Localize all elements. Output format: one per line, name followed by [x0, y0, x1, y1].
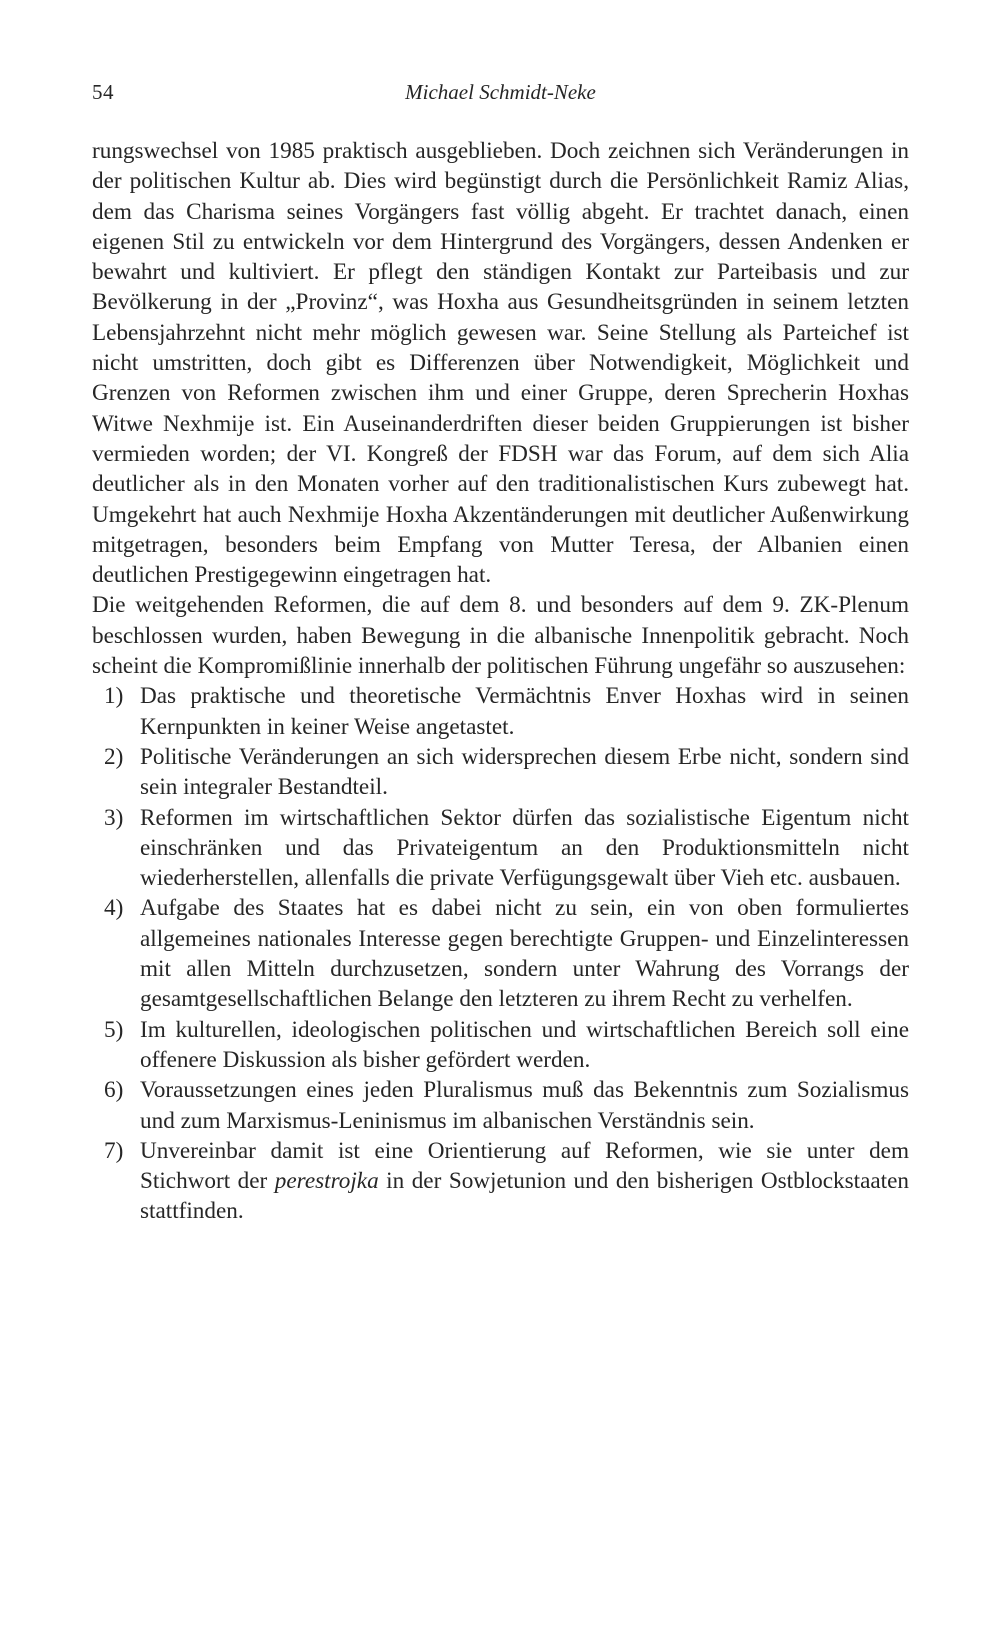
list-item-number: 7)	[104, 1137, 124, 1164]
list-item	[92, 1075, 909, 1136]
list-item-text: Das praktische und theoretische Vermächtnis Enver Hoxhas wird in seinen Kernpunkten in keiner Weise angetastet.	[140, 683, 909, 740]
body-text	[92, 136, 909, 1227]
list-item-text-start: Unvereinbar damit ist eine Orientierung auf Reformen, wie sie unter dem Stichwort der	[140, 1137, 909, 1195]
list-item-number: 2)	[104, 743, 124, 770]
list-item	[92, 893, 909, 1014]
list-item-text: Politische Veränderungen an sich widersprechen diesem Erbe nicht, sondern sind sein integraler Bestandteil.	[140, 743, 909, 801]
list-item-text: Im kulturellen, ideologischen politischen und wirtschaftlichen Bereich soll eine offenere Diskussion als bisher gefördert werden.	[140, 1016, 909, 1073]
list-item-number: 4)	[104, 895, 124, 922]
list-item-text: Aufgabe des Staates hat es dabei nicht zu sein, ein von oben formuliertes allgemeines nationales Interesse gegen berechtigte Gruppen- und Einzelinteressen mit allen Mitteln durchzusetzen, sondern unter Wahrung des Vorrangs der gesamtgesellschaftlichen Belange den letzteren zu ihrem Recht zu verhelfen.	[140, 895, 909, 1013]
page-number: 54	[92, 80, 114, 104]
list-item	[92, 742, 909, 803]
list-item	[92, 803, 909, 894]
list-item-text-end: in der Sowjetunion und den bisherigen Ostblockstaaten stattfinden.	[140, 1168, 909, 1225]
list-item	[92, 1136, 909, 1227]
list-item-number: 6)	[104, 1077, 124, 1104]
list-item-number: 3)	[104, 804, 124, 831]
numbered-list	[92, 681, 909, 1226]
list-item-italic-term: perestrojka	[274, 1168, 379, 1195]
list-item-number: 5)	[104, 1016, 124, 1043]
list-item-number: 1)	[104, 683, 124, 710]
running-head-author: Michael Schmidt-Neke	[405, 80, 596, 104]
paragraph: rungswechsel von 1985 praktisch ausgeblieben. Doch zeichnen sich Veränderungen in der politischen Kultur ab. Dies wird begünstigt durch die Persönlichkeit Ramiz Alias, dem das Charisma seines Vorgängers fast völlig abgeht. Er trachtet danach, einen eigenen Stil zu entwickeln vor dem Hintergrund des Vorgängers, dessen Andenken er bewahrt und kultiviert. Er pflegt den ständigen Kontakt zur Parteibasis und zur Bevölkerung in der „Provinz“, was Hoxha aus Gesundheitsgründen in seinem letzten Lebensjahrzehnt nicht mehr möglich gewesen war. Seine Stellung als Parteichef ist nicht umstritten, doch gibt es Differenzen über Notwendigkeit, Möglichkeit und Grenzen von Reformen zwischen ihm und einer Gruppe, deren Sprecherin Hoxhas Witwe Nexhmije ist. Ein Auseinanderdriften dieser beiden Gruppierungen ist bisher vermieden worden; der VI. Kongreß der FDSH war das Forum, auf dem sich Alia deutlicher als in den Monaten vorher auf den traditionalistischen Kurs zubewegt hat. Umgekehrt hat auch Nexhmije Hoxha Akzentänderungen mit deutlicher Außenwirkung mitgetragen, besonders beim Empfang von Mutter Teresa, der Albanien einen deutlichen Prestigegewinn eingetragen hat.	[92, 138, 909, 589]
list-item-text: Reformen im wirtschaftlichen Sektor dürfen das sozialistische Eigentum nicht einschränken und das Privateigentum an den Produktionsmitteln nicht wiederherstellen, allenfalls die private Verfügungsgewalt über Vieh etc. ausbauen.	[140, 804, 909, 892]
list-item	[92, 1015, 909, 1076]
list-item	[92, 681, 909, 742]
page-header	[92, 80, 909, 110]
paragraph: Die weitgehenden Reformen, die auf dem 8. und besonders auf dem 9. ZK-Plenum beschlossen wurden, haben Bewegung in die albanische Innenpolitik gebracht. Noch scheint die Kompromißlinie innerhalb der politischen Führung ungefähr so auszusehen:	[92, 592, 909, 680]
list-item-text: Voraussetzungen eines jeden Pluralismus muß das Bekenntnis zum Sozialismus und zum Marxismus-Leninismus im albanischen Verständnis sein.	[140, 1077, 909, 1134]
